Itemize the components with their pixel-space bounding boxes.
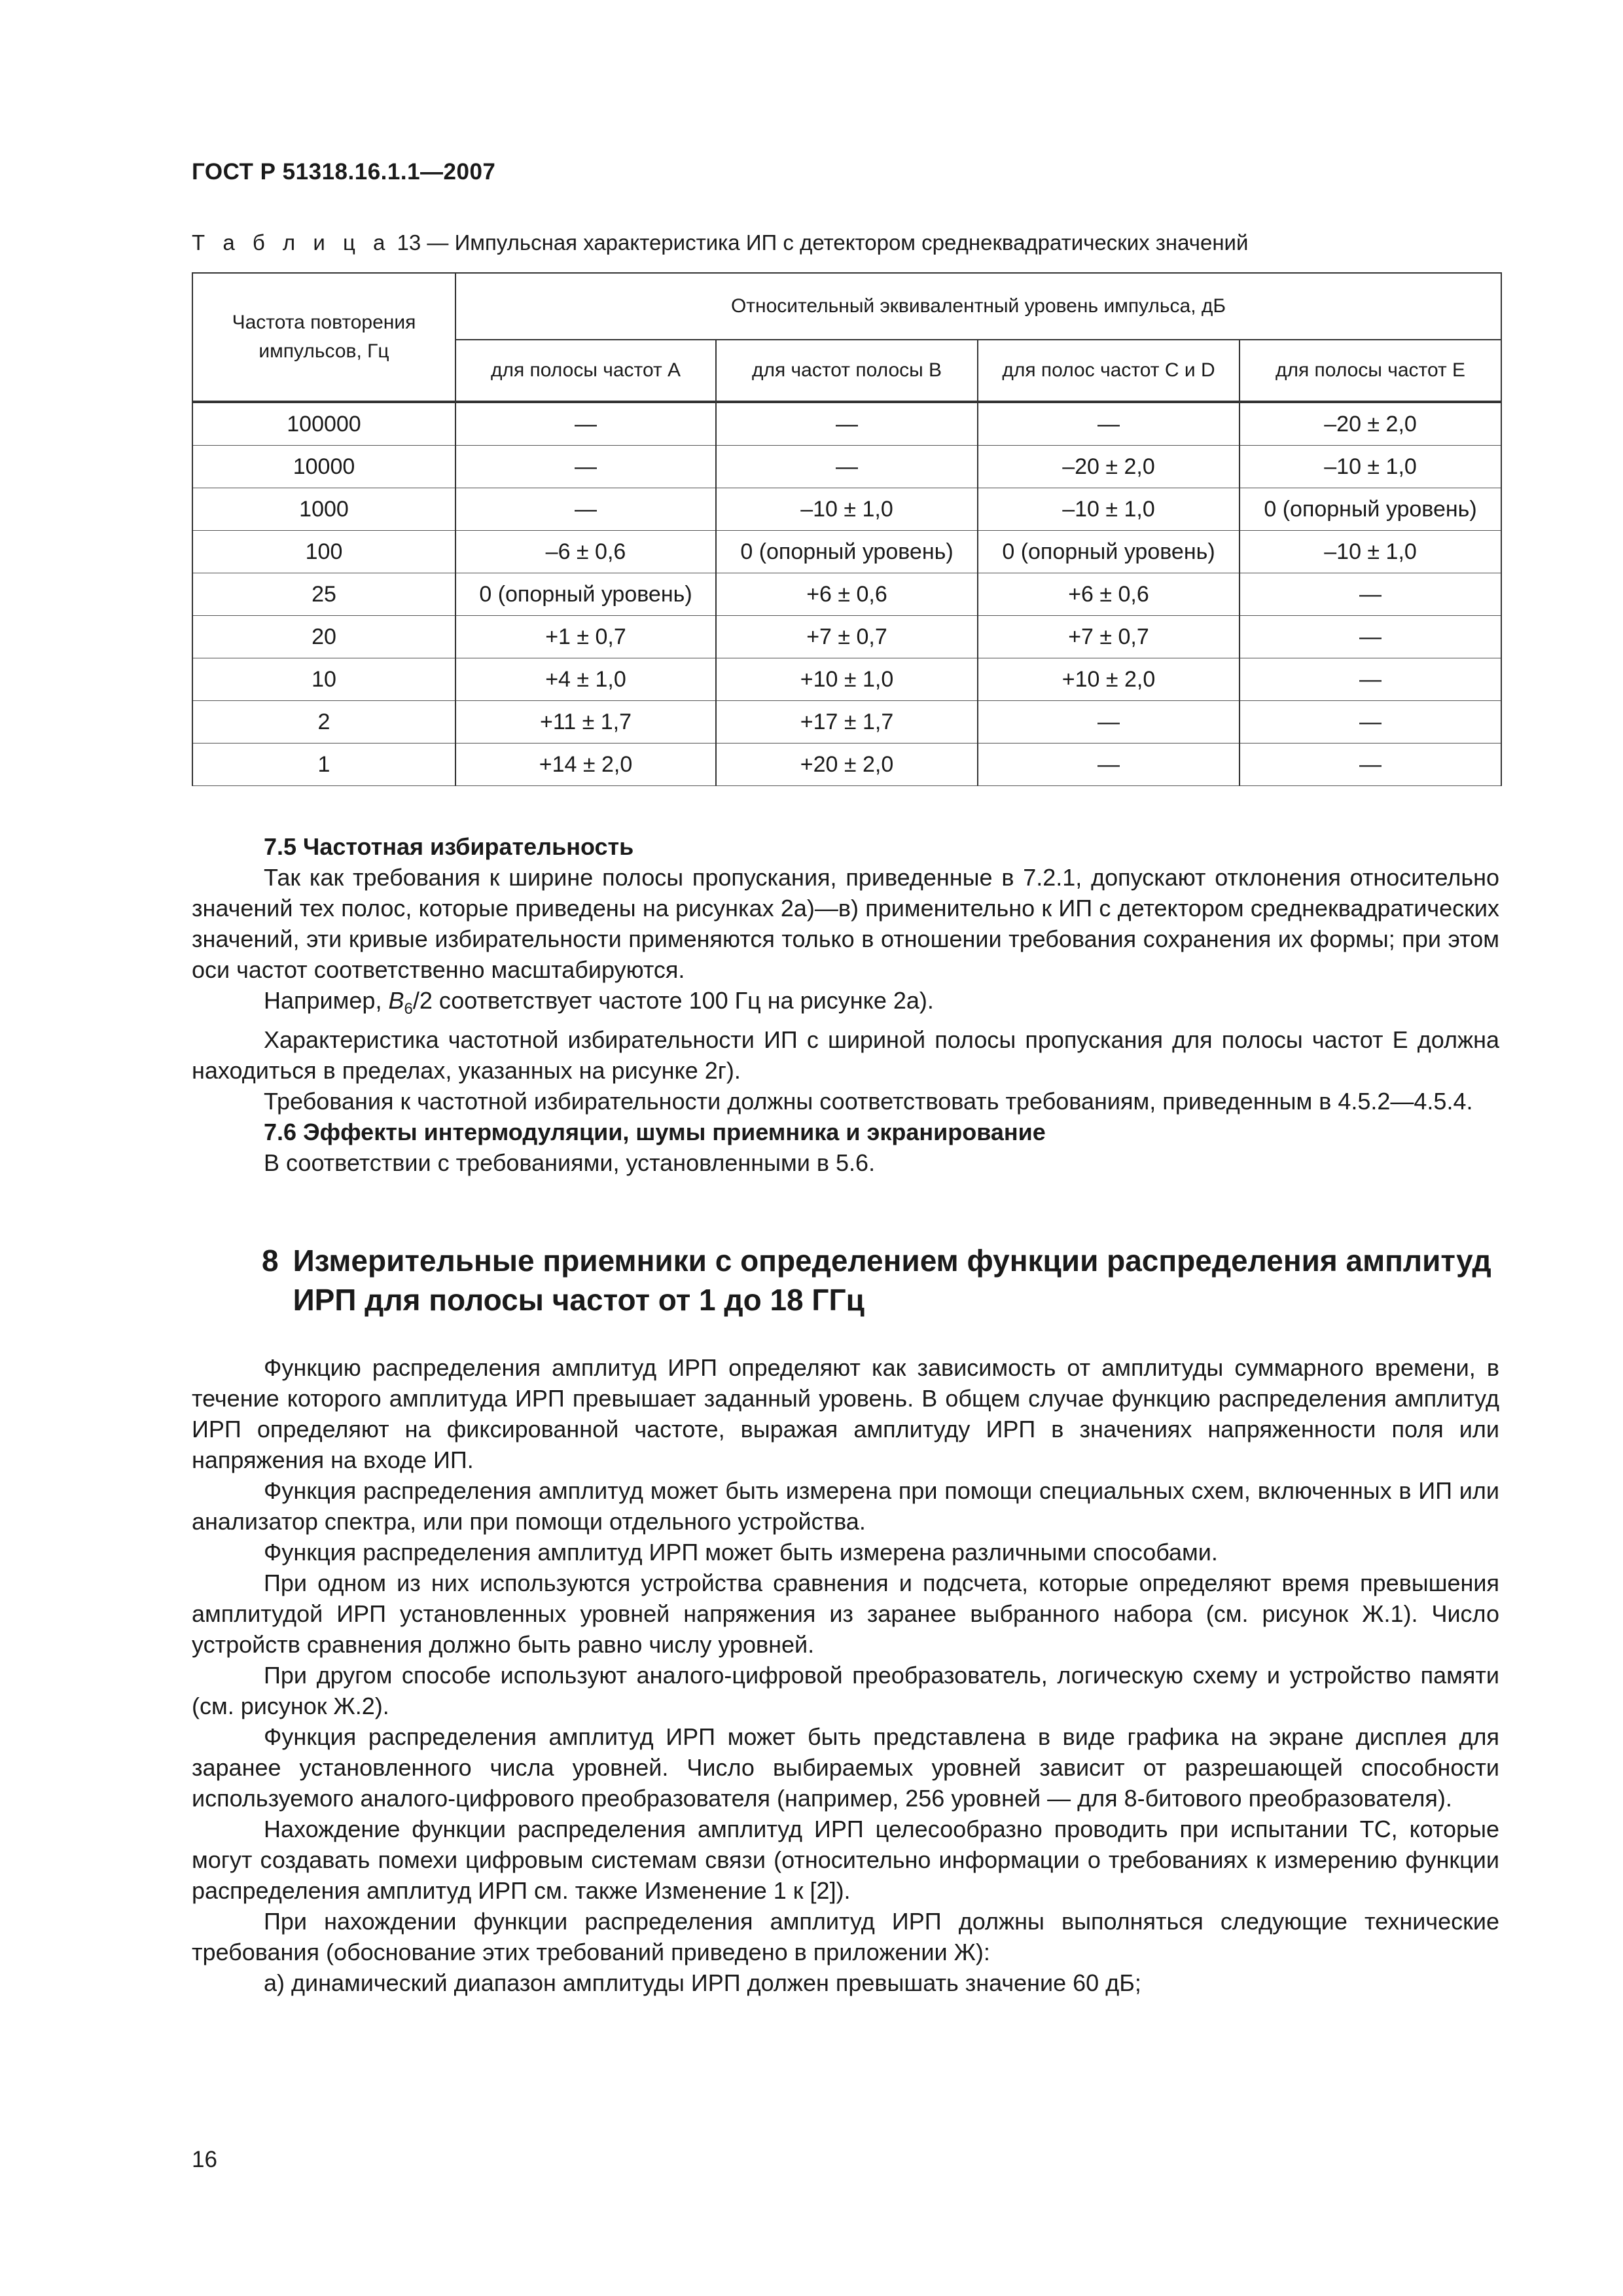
table-caption — [192, 230, 1248, 255]
table-cell-level: 0 (опорный уровень) — [716, 531, 978, 573]
table-cell-level: –20 ± 2,0 — [1240, 402, 1501, 446]
table-cell-level: — — [455, 402, 716, 446]
paragraph: Так как требования к ширине полосы пропускания, приведенные в 7.2.1, допускают отклонения относительно значений тех полос, которые приведены на рисунках 2а)—в) применительно к ИП с детектором среднеквадратических значений, эти кривые избирательности применяются только в отношении требования сохранения их формы; при этом оси частот соответственно масштабируются. — [192, 864, 1499, 983]
table-cell-level: –10 ± 1,0 — [716, 488, 978, 531]
table-cell-level: +11 ± 1,7 — [455, 701, 716, 744]
section-8-body — [192, 1352, 1499, 1998]
table-cell-level: — — [455, 446, 716, 488]
table-cell-level: –20 ± 2,0 — [978, 446, 1240, 488]
table-cell-frequency: 10000 — [192, 446, 455, 488]
paragraph: Характеристика частотной избирательности ИП с шириной полосы пропускания для полосы частот Е должна находиться в пределах, указанных на рисунке 2г). — [192, 1026, 1499, 1085]
paragraph: Требования к частотной избирательности должны соответствовать требованиям, приведенным в 4.5.2—4.5.4. — [264, 1088, 1473, 1115]
column-header-band-cd: для полос частот С и D — [978, 340, 1240, 402]
table-row — [192, 531, 1501, 573]
paragraph: Функция распределения амплитуд ИРП может быть представлена в виде графика на экране дисплея для заранее установленного числа уровней. Число выбираемых уровней зависит от разрешающей способности используемого аналого-цифрового преобразователя (например, 256 уровней — для 8-битового преобразователя). — [192, 1723, 1499, 1812]
table-row — [192, 616, 1501, 658]
table-cell-frequency: 1000 — [192, 488, 455, 531]
table-row — [192, 488, 1501, 531]
text-span: Например, — [264, 987, 389, 1014]
variable-subscript: 6 — [404, 1000, 413, 1018]
section-heading-7-5: 7.5 Частотная избирательность — [264, 833, 634, 860]
table-cell-level: –10 ± 1,0 — [1240, 446, 1501, 488]
page-number: 16 — [192, 2147, 217, 2172]
column-header-band-a: для полосы частот А — [455, 340, 716, 402]
table-cell-level: –6 ± 0,6 — [455, 531, 716, 573]
table-row — [192, 658, 1501, 701]
paragraph: Функция распределения амплитуд может быть измерена при помощи специальных схем, включенных в ИП или анализатор спектра, или при помощи отдельного устройства. — [192, 1477, 1499, 1535]
table-cell-level: — — [455, 488, 716, 531]
table-cell-level: +7 ± 0,7 — [978, 616, 1240, 658]
table-cell-level: +1 ± 0,7 — [455, 616, 716, 658]
paragraph: При нахождении функции распределения амплитуд ИРП должны выполняться следующие технические требования (обоснование этих требований приведено в приложении Ж): — [192, 1908, 1499, 1965]
table-caption-text: 13 — Импульсная характеристика ИП с детектором среднеквадратических значений — [397, 230, 1249, 255]
table-cell-level: +20 ± 2,0 — [716, 744, 978, 786]
table-cell-level: — — [716, 446, 978, 488]
table-cell-frequency: 2 — [192, 701, 455, 744]
table-cell-level: +6 ± 0,6 — [716, 573, 978, 616]
table-cell-level: +10 ± 2,0 — [978, 658, 1240, 701]
table-row — [192, 446, 1501, 488]
table-cell-level: +17 ± 1,7 — [716, 701, 978, 744]
table-cell-frequency: 100000 — [192, 402, 455, 446]
table-cell-frequency: 1 — [192, 744, 455, 786]
section-7-5 — [192, 831, 1499, 1178]
table-cell-level: +14 ± 2,0 — [455, 744, 716, 786]
table-row — [192, 701, 1501, 744]
section-title-text: Измерительные приемники с определением функции распределения амплитуд ИРП для полосы частот от 1 до 18 ГГц — [293, 1244, 1491, 1317]
paragraph: При одном из них используются устройства сравнения и подсчета, которые определяют время превышения амплитудой ИРП установленных уровней напряжения из заранее выбранного набора (см. рисунок Ж.1). Число устройств сравнения должно быть равно числу уровней. — [192, 1570, 1499, 1658]
table-cell-frequency: 100 — [192, 531, 455, 573]
table-caption-label: Т а б л и ц а — [192, 230, 391, 255]
table-cell-frequency: 10 — [192, 658, 455, 701]
table-cell-level: — — [1240, 658, 1501, 701]
table-cell-level: +10 ± 1,0 — [716, 658, 978, 701]
table-cell-level: +7 ± 0,7 — [716, 616, 978, 658]
table-cell-level: — — [1240, 744, 1501, 786]
table-cell-level: — — [1240, 573, 1501, 616]
table-cell-level: — — [978, 402, 1240, 446]
section-8-title — [262, 1241, 1499, 1319]
table-cell-level: –10 ± 1,0 — [978, 488, 1240, 531]
table-row — [192, 744, 1501, 786]
column-group-header: Относительный эквивалентный уровень импульса, дБ — [455, 273, 1501, 340]
paragraph: При другом способе используют аналого-цифровой преобразователь, логическую схему и устройство памяти (см. рисунок Ж.2). — [192, 1662, 1499, 1719]
table-cell-level: 0 (опорный уровень) — [455, 573, 716, 616]
section-number: 8 — [262, 1244, 279, 1278]
table-cell-frequency: 20 — [192, 616, 455, 658]
variable-b: B — [388, 987, 404, 1014]
column-header-band-e: для полосы частот Е — [1240, 340, 1501, 402]
table-row — [192, 573, 1501, 616]
table-row — [192, 402, 1501, 446]
section-heading-7-6: 7.6 Эффекты интермодуляции, шумы приемника и экранирование — [264, 1119, 1046, 1146]
table-cell-level: 0 (опорный уровень) — [978, 531, 1240, 573]
table-cell-level: — — [1240, 701, 1501, 744]
document-header: ГОСТ Р 51318.16.1.1—2007 — [192, 159, 496, 185]
paragraph: В соответствии с требованиями, установленными в 5.6. — [264, 1149, 876, 1177]
paragraph — [192, 985, 1499, 1024]
table-cell-level: +6 ± 0,6 — [978, 573, 1240, 616]
paragraph: Функция распределения амплитуд ИРП может быть измерена различными способами. — [264, 1539, 1218, 1566]
table-cell-level: — — [978, 701, 1240, 744]
table-cell-level: 0 (опорный уровень) — [1240, 488, 1501, 531]
table-cell-level: +4 ± 1,0 — [455, 658, 716, 701]
paragraph: Нахождение функции распределения амплитуд ИРП целесообразно проводить при испытании ТС, которые могут создавать помехи цифровым системам связи (относительно информации о требованиях к измерению функции распределения амплитуд ИРП см. также Изменение 1 к [2]). — [192, 1816, 1499, 1904]
column-header-band-b: для частот полосы В — [716, 340, 978, 402]
text-span: /2 соответствует частоте 100 Гц на рисунке 2а). — [412, 987, 934, 1014]
table-cell-level: — — [978, 744, 1240, 786]
table-cell-level: — — [716, 402, 978, 446]
column-header-frequency: Частота повторения импульсов, Гц — [192, 273, 455, 402]
impulse-response-table — [192, 272, 1502, 786]
table-cell-level: –10 ± 1,0 — [1240, 531, 1501, 573]
table-cell-level: — — [1240, 616, 1501, 658]
paragraph: Функцию распределения амплитуд ИРП определяют как зависимость от амплитуды суммарного времени, в течение которого амплитуда ИРП превышает заданный уровень. В общем случае функцию распределения амплитуд ИРП определяют на фиксированной частоте, выражая амплитуду ИРП в значениях напряженности поля или напряжения на входе ИП. — [192, 1354, 1499, 1473]
list-item: а) динамический диапазон амплитуды ИРП должен превышать значение 60 дБ; — [264, 1969, 1141, 1996]
table-cell-frequency: 25 — [192, 573, 455, 616]
